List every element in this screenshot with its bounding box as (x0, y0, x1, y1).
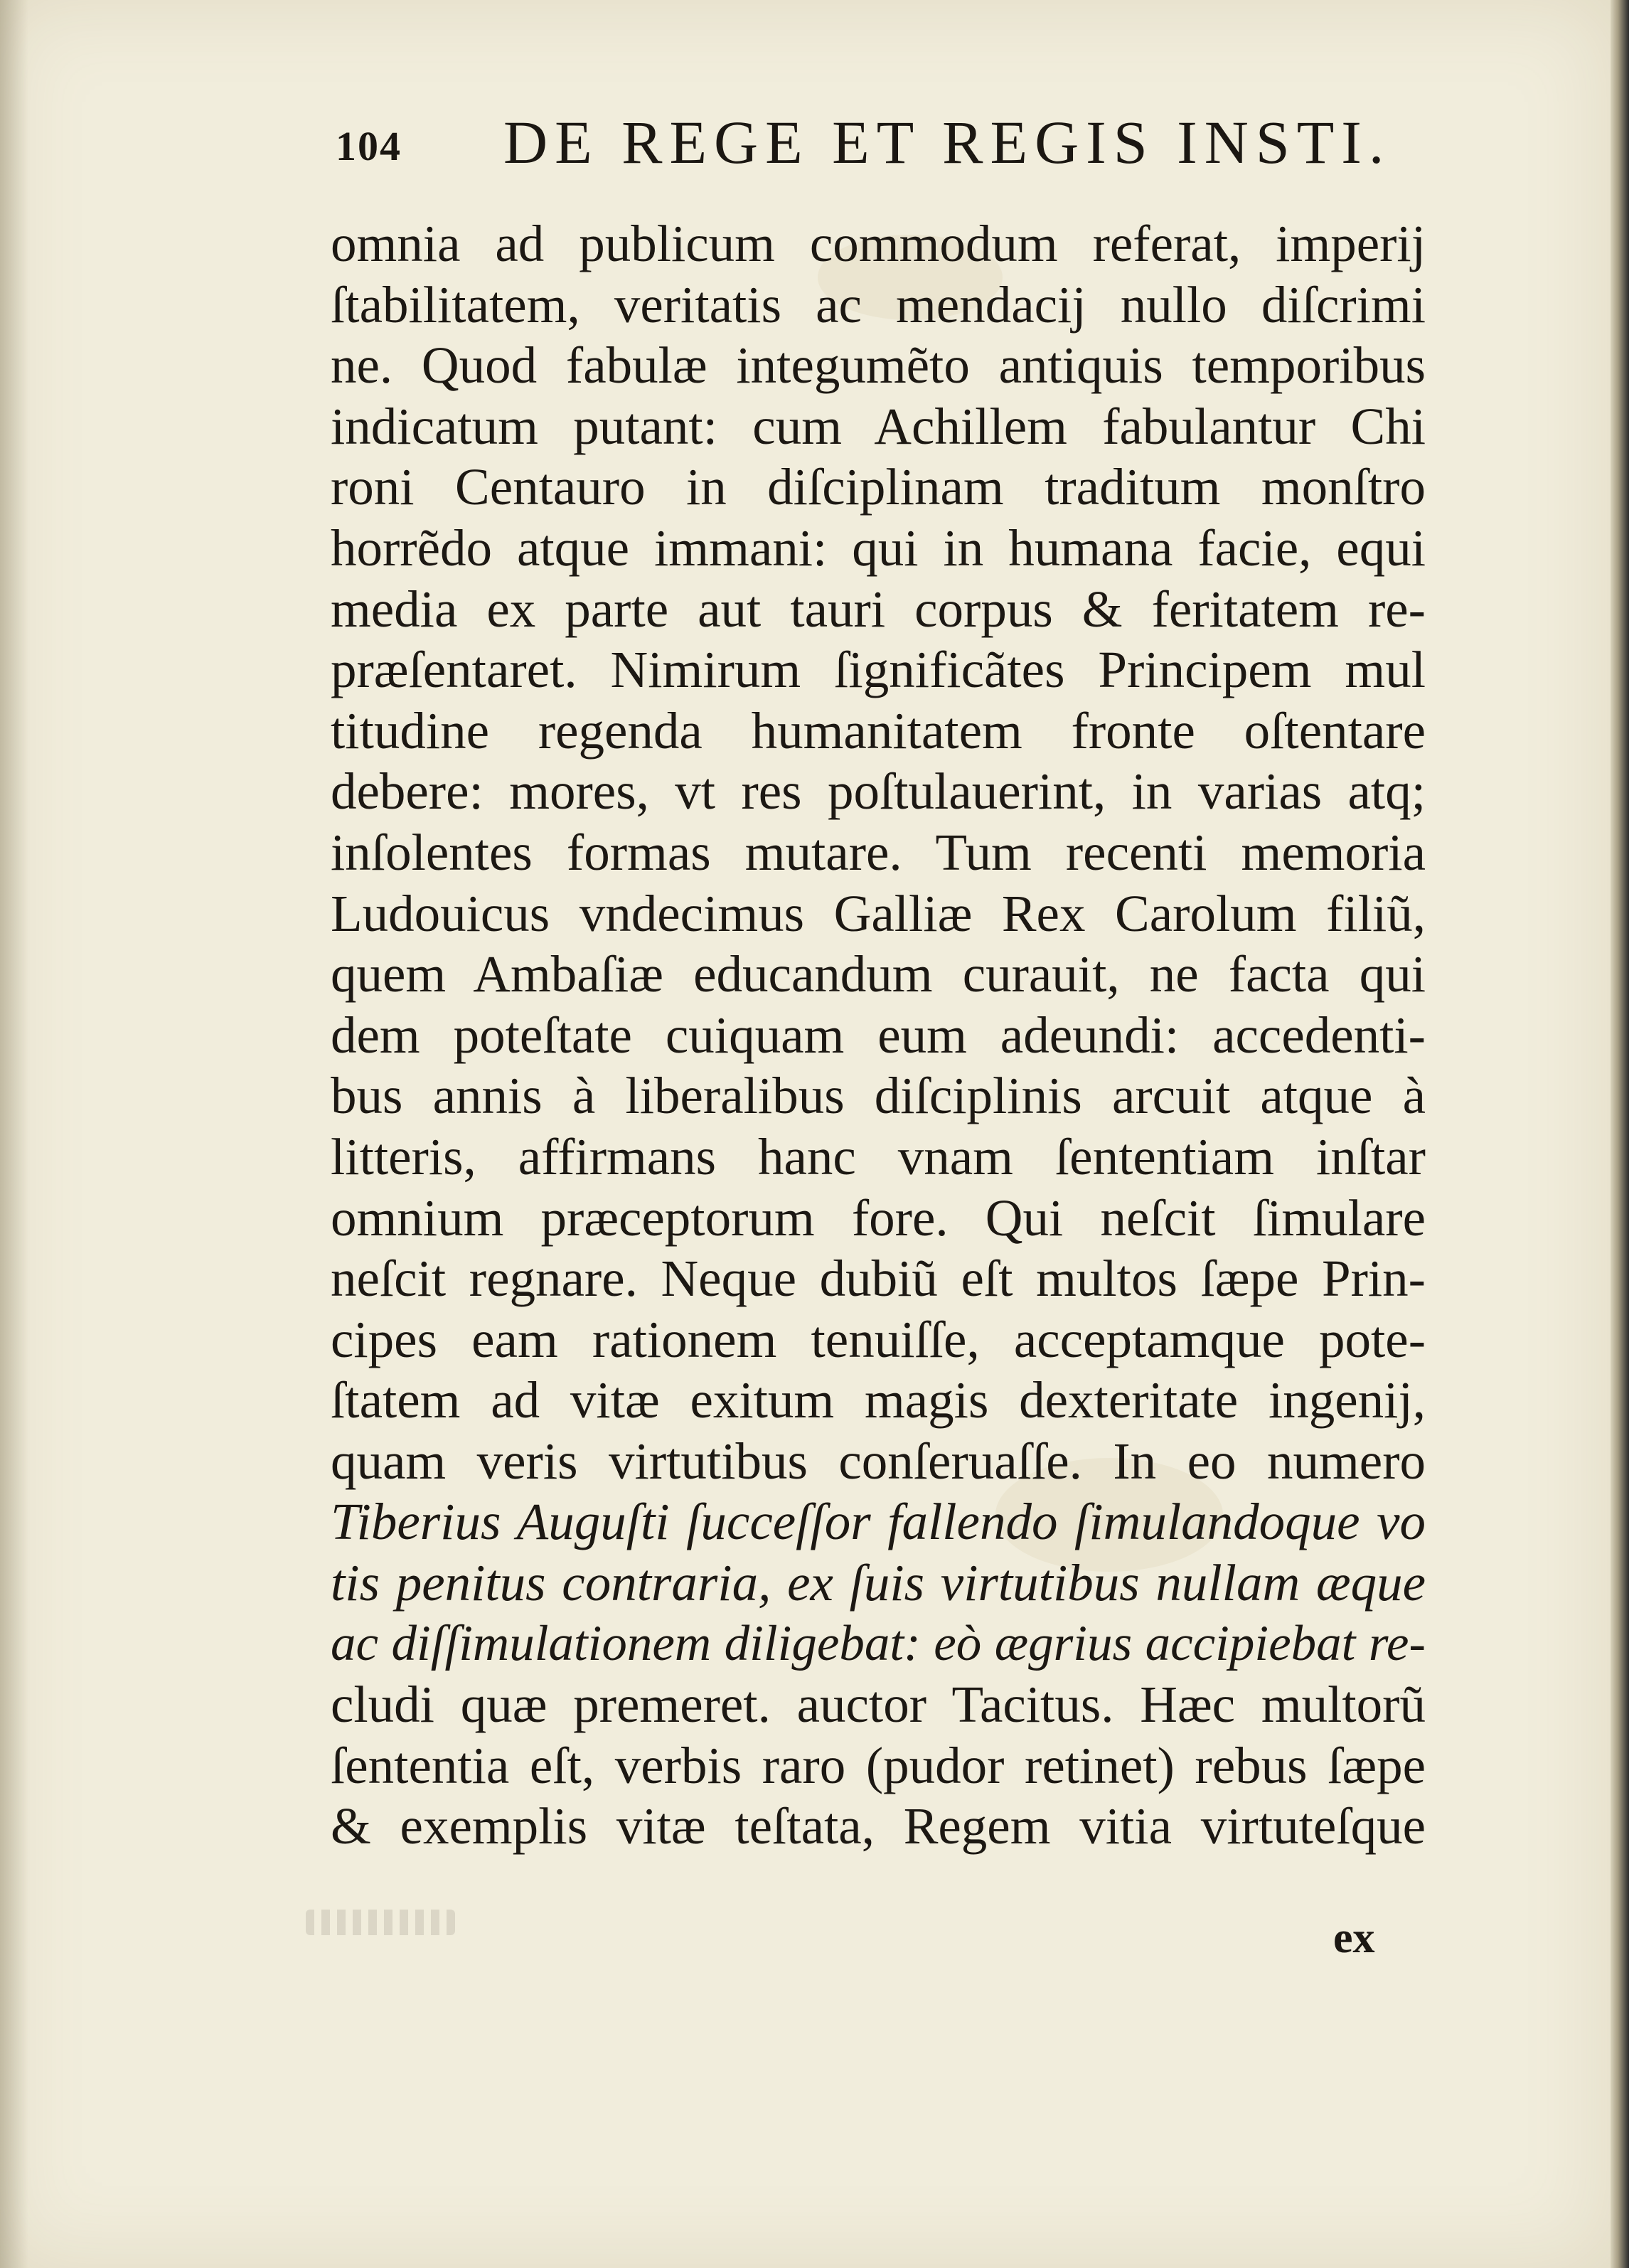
text-line: ac diſſimulationem diligebat: eò ægrius accipiebat re- (331, 1615, 1426, 1671)
text-line: quem Ambaſiæ educandum curauit, ne facta qui (331, 945, 1426, 1003)
text-line: neſcit regnare. Neque dubiũ eſt multos ſæpe Prin- (331, 1250, 1426, 1308)
text-line: ſententia eſt, verbis raro (pudor retinet) rebus ſæpe (331, 1736, 1426, 1794)
text-line: indicatum putant: cum Achillem fabulantur Chi (331, 397, 1426, 455)
text-line: tis penitus contraria, ex ſuis virtutibus nullam æque (331, 1554, 1426, 1612)
catchword: ex (1333, 1914, 1375, 1962)
text-line: inſolentes formas mutare. Tum recenti memoria (331, 823, 1426, 881)
body-text (331, 213, 1426, 1857)
page-edge (1611, 0, 1629, 2268)
running-title: DE REGE ET REGIS INSTI. (503, 108, 1392, 176)
text-line: titudine regenda humanitatem fronte oſtentare (331, 701, 1426, 760)
text-line: Ludouicus vndecimus Galliæ Rex Carolum filiũ, (331, 884, 1426, 942)
page-number: 104 (336, 123, 402, 169)
text-line: Tiberius Auguſti ſucceſſor fallendo ſimulandoque vo (331, 1493, 1426, 1551)
text-line: roni Centauro in diſciplinam traditum monſtro (331, 458, 1426, 516)
text-line: omnium præceptorum fore. Qui neſcit ſimulare (331, 1188, 1426, 1247)
text-line: litteris, affirmans hanc vnam ſententiam inſtar (331, 1127, 1426, 1186)
text-line: cludi quæ premeret. auctor Tacitus. Hæc multorũ (331, 1676, 1426, 1734)
text-line: horrẽdo atque immani: qui in humana facie, equi (331, 518, 1426, 577)
text-line: bus annis à liberalibus diſciplinis arcuit atque à (331, 1067, 1426, 1125)
text-line: ſtatem ad vitæ exitum magis dexteritate ingenij, (331, 1371, 1426, 1430)
text-line: dem poteſtate cuiquam eum adeundi: accedenti- (331, 1006, 1426, 1064)
text-line: cipes eam rationem tenuiſſe, acceptamque pote- (331, 1310, 1426, 1368)
text-line: præſentaret. Nimirum ſignificãtes Principem mul (331, 641, 1426, 699)
text-line: ſtabilitatem, veritatis ac mendacij nullo diſcrimi (331, 275, 1426, 334)
text-line: ne. Quod fabulæ integumẽto antiquis temporibus (331, 336, 1426, 395)
text-line: quam veris virtutibus conſeruaſſe. In eo numero (331, 1432, 1426, 1490)
page-header (336, 107, 1416, 199)
text-line: media ex parte aut tauri corpus & feritatem re- (331, 580, 1426, 638)
gutter-shadow (0, 0, 28, 2268)
text-line: & exemplis vitæ teſtata, Regem vitia virtuteſque (331, 1797, 1426, 1856)
text-line: omnia ad publicum commodum referat, imperij (331, 215, 1426, 272)
text-line: debere: mores, vt res poſtulauerint, in varias atq; (331, 762, 1426, 821)
faint-show-through-mark (306, 1910, 455, 1935)
